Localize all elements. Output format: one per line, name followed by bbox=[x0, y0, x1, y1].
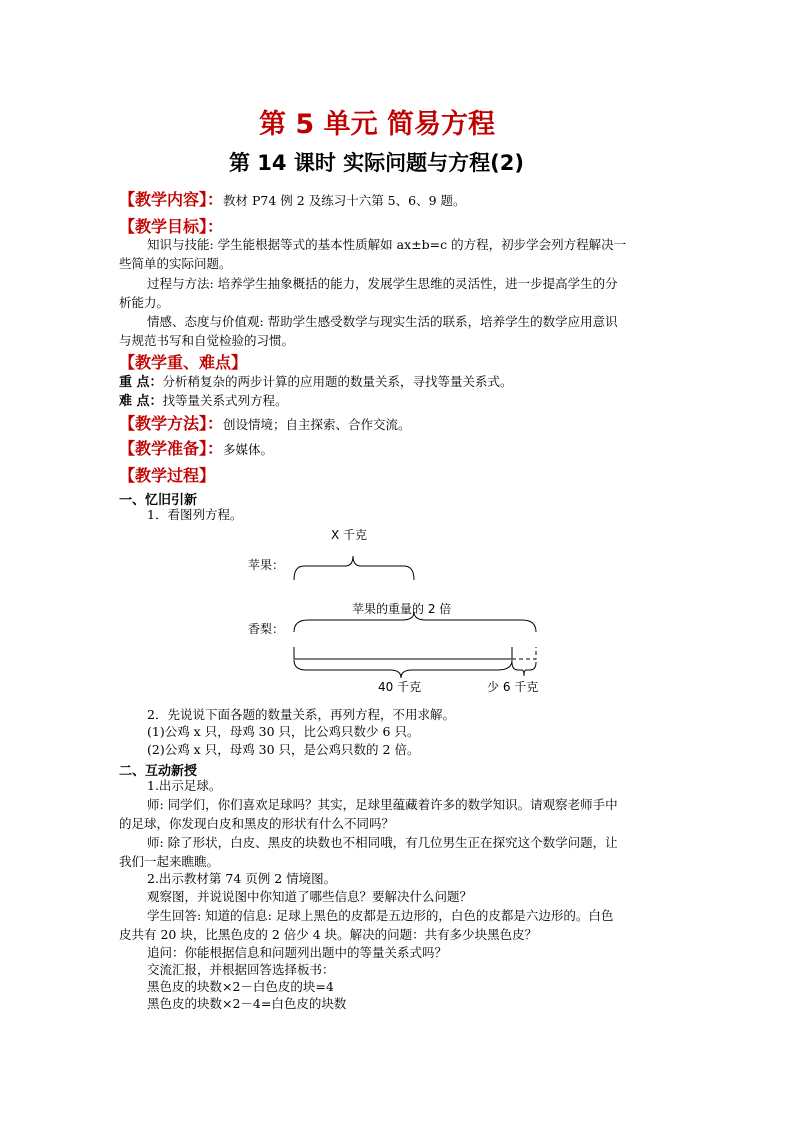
content-colon: ： bbox=[207, 190, 224, 209]
diagram-top-label: X 千克 bbox=[331, 528, 368, 542]
lesson-title: 第 14 课时 实际问题与方程(2) bbox=[229, 151, 524, 175]
bottom-brace bbox=[294, 660, 512, 678]
preparation-label: 【教学准备】 bbox=[119, 439, 208, 458]
part2-line: 师: 除了形状，白皮、黑皮的块数也不相同哦，有几位男生正在探究这个数学问题，让 bbox=[147, 835, 618, 850]
objective-line: 知识与技能: 学生能根据等式的基本性质解如 ax±b=c 的方程，初步学会列方程解决一 bbox=[147, 237, 627, 252]
preparation-colon: ： bbox=[207, 439, 224, 458]
part2-line: 观察图，并说说图中你知道了哪些信息？要解决什么问题？ bbox=[147, 889, 473, 904]
part2-line: 学生回答: 知道的信息: 足球上黑色的皮都是五边形的，白色的皮都是六边形的。白色 bbox=[147, 908, 614, 923]
difficulty-text: 找等量关系式列方程。 bbox=[162, 393, 288, 408]
objective-line: 析能力。 bbox=[119, 295, 170, 310]
part2-line: 黑色皮的块数×2－白色皮的块=4 bbox=[147, 979, 334, 994]
diagram-less-label: 少 6 千克 bbox=[487, 680, 539, 694]
process-label: 【教学过程】 bbox=[119, 466, 216, 485]
part2-heading: 二、互动新授 bbox=[119, 764, 198, 779]
item2-a: (1)公鸡 x 只，母鸡 30 只，比公鸡只数少 6 只。 bbox=[147, 724, 420, 739]
diagram-pear-label: 香梨： bbox=[248, 622, 285, 636]
item1: 1．看图列方程。 bbox=[147, 507, 243, 522]
item2: 2．先说说下面各题的数量关系，再列方程，不用求解。 bbox=[147, 707, 455, 722]
item2-b: (2)公鸡 x 只，母鸡 30 只，是公鸡只数的 2 倍。 bbox=[147, 742, 420, 757]
apple-brace bbox=[294, 556, 414, 580]
focus-text: 分析稍复杂的两步计算的应用题的数量关系，寻找等量关系式。 bbox=[162, 374, 513, 389]
less-brace bbox=[512, 662, 536, 676]
methods-label: 【教学方法】 bbox=[119, 414, 208, 433]
part2-line: 师: 同学们，你们喜欢足球吗？其实，足球里蕴藏着许多的数学知识。请观察老师手中 bbox=[147, 797, 618, 812]
part2-line: 黑色皮的块数×2－4=白色皮的块数 bbox=[147, 996, 347, 1011]
difficulty-label: 难 点： bbox=[119, 394, 163, 409]
content-label: 【教学内容】 bbox=[119, 190, 208, 209]
methods-text: 创设情境；自主探索、合作交流。 bbox=[223, 417, 411, 432]
part2-line: 的足球，你发现白皮和黑皮的形状有什么不同吗？ bbox=[119, 816, 395, 831]
part2-line: 交流汇报，并根据回答选择板书： bbox=[147, 962, 335, 977]
key-points-label: 【教学重、难点】 bbox=[119, 353, 248, 372]
part2-line: 1.出示足球。 bbox=[147, 778, 222, 793]
content-text: 教材 P74 例 2 及练习十六第 5、6、9 题。 bbox=[223, 193, 466, 208]
objectives-label: 【教学目标】 bbox=[119, 217, 208, 236]
focus-label: 重 点： bbox=[119, 375, 163, 390]
preparation-text: 多媒体。 bbox=[223, 442, 274, 457]
objective-line: 与规范书写和自觉检验的习惯。 bbox=[119, 333, 295, 348]
part2-line: 2.出示教材第 74 页例 2 情境图。 bbox=[147, 871, 337, 886]
part1-heading: 一、忆旧引新 bbox=[119, 493, 198, 508]
diagram-middle-label: 苹果的重量的 2 倍 bbox=[352, 602, 452, 616]
objectives-colon: ： bbox=[207, 217, 224, 236]
pear-bar-dashed bbox=[512, 647, 536, 659]
diagram-bottom-label: 40 千克 bbox=[378, 680, 422, 694]
objective-line: 过程与方法: 培养学生抽象概括的能力，发展学生思维的灵活性，进一步提高学生的分 bbox=[147, 276, 618, 291]
diagram-apple-label: 苹果： bbox=[248, 558, 285, 572]
pear-bar-solid bbox=[294, 647, 512, 659]
objective-line: 情感、态度与价值观: 帮助学生感受数学与现实生活的联系，培养学生的数学应用意识 bbox=[147, 314, 618, 329]
objective-line: 些简单的实际问题。 bbox=[119, 256, 232, 271]
unit-title: 第 5 单元 简易方程 bbox=[259, 109, 495, 140]
pear-brace bbox=[294, 612, 536, 632]
part2-line: 我们一起来瞧瞧。 bbox=[119, 854, 220, 869]
part2-line: 追问：你能根据信息和问题列出题中的等量关系式吗？ bbox=[147, 945, 448, 960]
part2-line: 皮共有 20 块，比黑色皮的 2 倍少 4 块。解决的问题：共有多少块黑色皮？ bbox=[119, 927, 538, 942]
methods-colon: ： bbox=[207, 414, 224, 433]
